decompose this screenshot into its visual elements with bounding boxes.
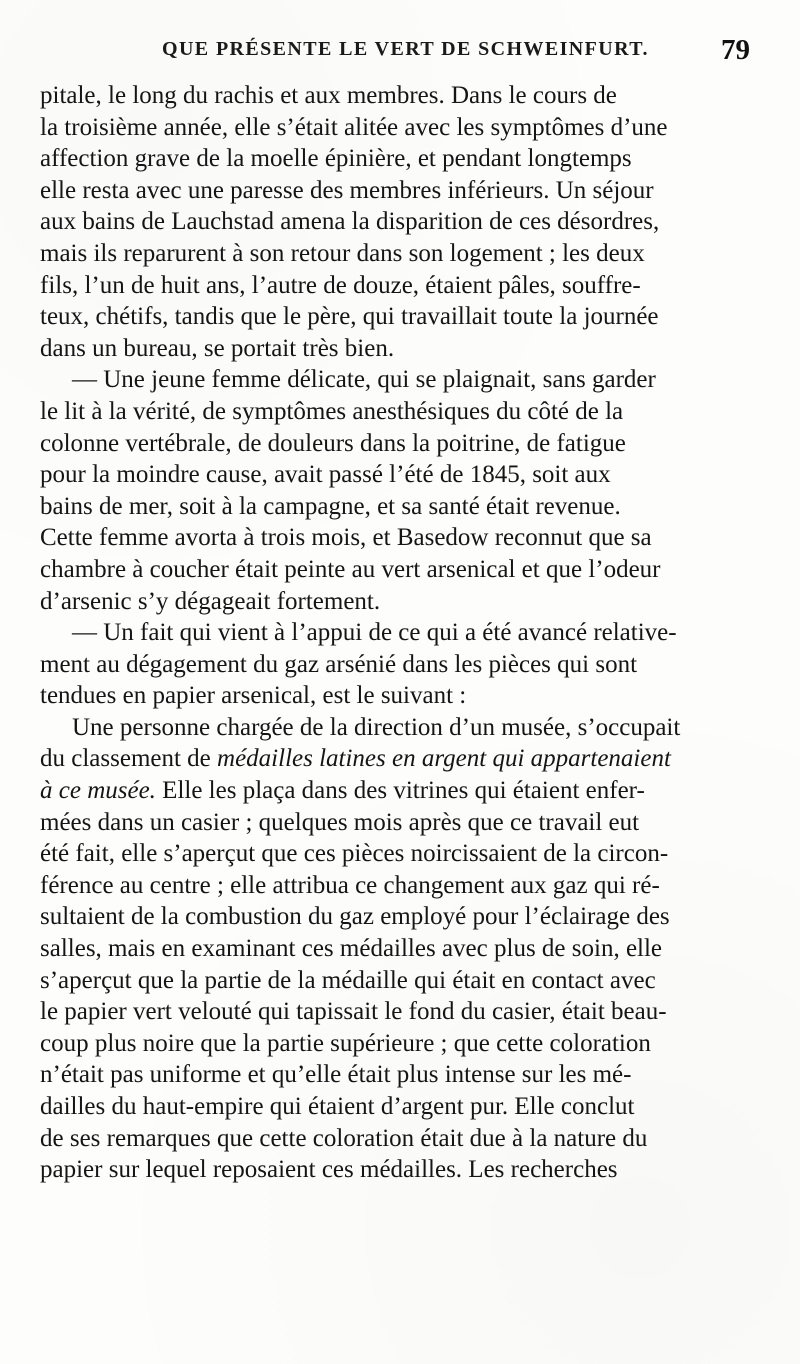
text-line: affection grave de la moelle épinière, et pendant longtemps <box>40 145 632 173</box>
text-line: pour la moindre cause, avait passé l’été de 1845, soit aux <box>40 461 611 489</box>
text-line: colonne vertébrale, de douleurs dans la poitrine, de fatigue <box>40 429 626 457</box>
text-line: Elle les plaça dans des vitrines qui étaient enfer- <box>155 777 645 805</box>
text-line: Cette femme avorta à trois mois, et Basedow reconnut que sa <box>40 524 652 552</box>
text-line: — Un fait qui vient à l’appui de ce qui a été avancé relative- <box>72 619 677 647</box>
text-line: fils, l’un de huit ans, l’autre de douze, étaient pâles, souffre- <box>40 271 641 299</box>
text-line: la troisième année, elle s’était alitée avec les symptômes d’une <box>40 113 668 141</box>
text-line: bains de mer, soit à la campagne, et sa santé était revenue. <box>40 492 621 520</box>
text-line: sultaient de la combustion du gaz employé pour l’éclairage des <box>40 903 670 931</box>
text-line: chambre à coucher était peinte au vert arsenical et que l’odeur <box>40 555 661 583</box>
page-header <box>40 34 758 70</box>
text-line: Une personne chargée de la direction d’un musée, s’occupait <box>72 713 681 741</box>
text-line: pitale, le long du rachis et aux membres. Dans le cours de <box>40 82 617 109</box>
text-line-with-italic <box>40 743 758 775</box>
text-line: férence au centre ; elle attribua ce changement aux gaz qui ré- <box>40 871 660 899</box>
text-line: dailles du haut-empire qui étaient d’argent pur. Elle conclut <box>40 1093 635 1120</box>
text-line: papier sur lequel reposaient ces médailles. Les recherches <box>40 1156 618 1184</box>
text-line: d’arsenic s’y dégageait fortement. <box>40 587 381 615</box>
text-line: tendues en papier arsenical, est le suivant : <box>40 682 467 710</box>
text-line: salles, mais en examinant ces médailles avec plus de soin, elle <box>40 935 663 963</box>
italic-phrase: médailles latines en argent qui appartenaient <box>217 745 671 773</box>
text-line: teux, chétifs, tandis que le père, qui travaillait toute la journée <box>40 303 659 331</box>
text-line: coup plus noire que la partie supérieure ; que cette coloration <box>40 1029 651 1057</box>
text-line: dans un bureau, se portait très bien. <box>40 334 395 362</box>
text-line: — Une jeune femme délicate, qui se plaignait, sans garder <box>72 366 656 394</box>
body-text <box>40 80 758 1186</box>
text-line: elle resta avec une paresse des membres inférieurs. Un séjour <box>40 176 654 204</box>
running-title: QUE PRÉSENTE LE VERT DE SCHWEINFURT. <box>162 38 649 60</box>
text-line: aux bains de Lauchstad amena la disparition de ces désordres, <box>40 208 660 236</box>
text-line: n’était pas uniforme et qu’elle était plus intense sur les mé- <box>40 1061 632 1089</box>
text-line: été fait, elle s’aperçut que ces pièces noircissaient de la circon- <box>40 840 669 868</box>
page-number: 79 <box>721 34 750 66</box>
text-line: mais ils reparurent à son retour dans son logement ; les deux <box>40 239 645 267</box>
text-line: le papier vert velouté qui tapissait le fond du casier, était beau- <box>40 998 667 1026</box>
text-line: de ses remarques que cette coloration était due à la nature du <box>40 1124 648 1152</box>
text-line: s’aperçut que la partie de la médaille qui était en contact avec <box>40 966 656 994</box>
text-line: du classement de <box>40 745 218 773</box>
text-line: ment au dégagement du gaz arsénié dans les pièces qui sont <box>40 650 638 678</box>
text-line-with-italic <box>40 775 758 807</box>
italic-phrase: à ce musée. <box>40 777 156 805</box>
text-line: mées dans un casier ; quelques mois après que ce travail eut <box>40 808 640 836</box>
text-line: le lit à la vérité, de symptômes anesthésiques du côté de la <box>40 397 624 425</box>
